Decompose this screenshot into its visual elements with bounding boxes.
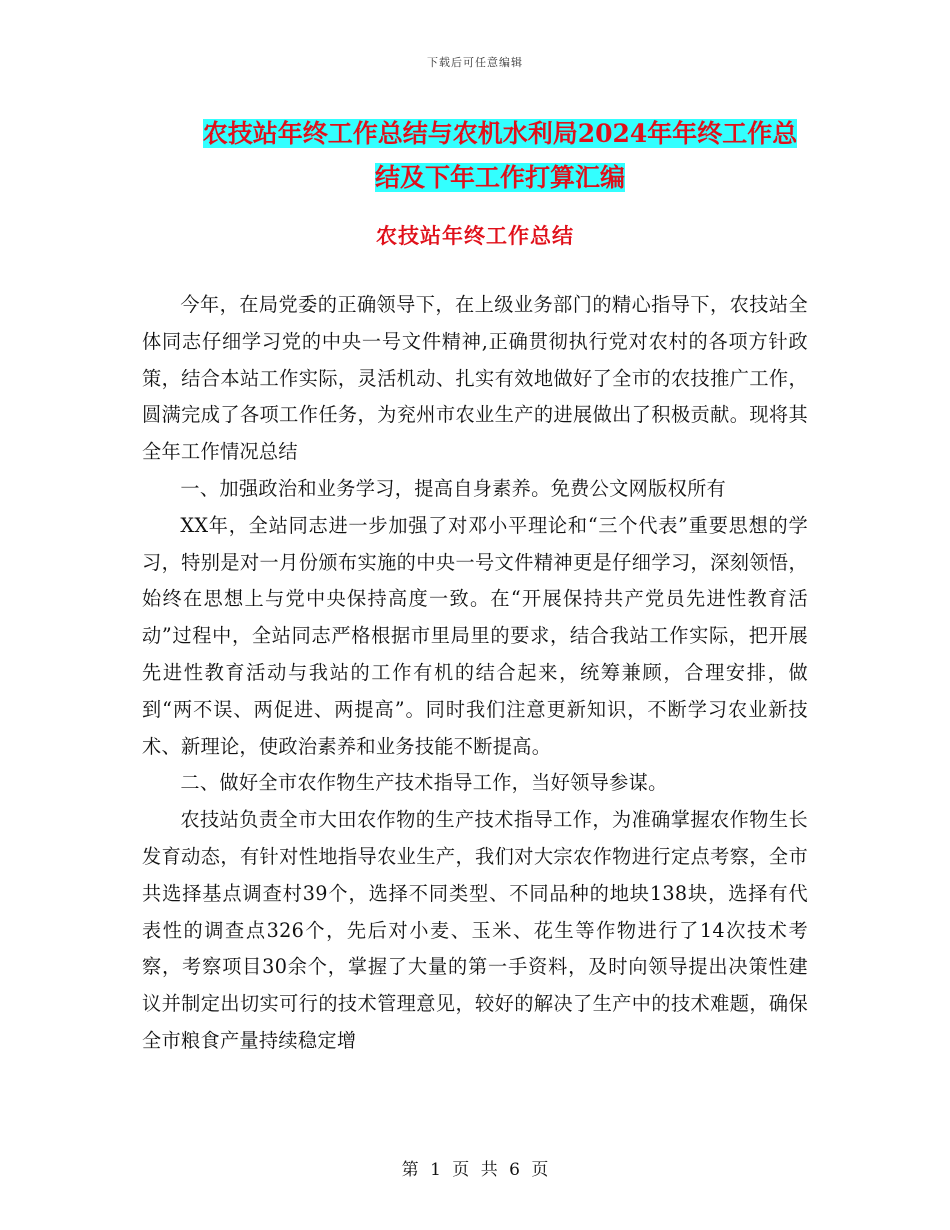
document-title-line-1: 农技站年终工作总结与农机水利局2024年年终工作总: [202, 119, 798, 148]
page-indicator: 第 1 页 共 6 页: [401, 1160, 549, 1180]
paragraph-intro: 今年，在局党委的正确领导下，在上级业务部门的精心指导下，农技站全体同志仔细学习党的中央一号文件精神,正确贯彻执行党对农村的各项方针政策，结合本站工作实际，灵活机动、扎实有效地做好了全市的农技推广工作，圆满完成了各项工作任务，为兖州市农业生产的进展做出了积极贡献。现将其全年工作情况总结: [142, 293, 808, 464]
heading-two: 二、做好全市农作物生产技术指导工作，当好领导参谋。: [180, 771, 668, 795]
section-title: 农技站年终工作总结: [376, 223, 574, 248]
heading-one: 一、加强政治和业务学习，提高自身素养。免费公文网版权所有: [180, 476, 727, 500]
document-body: [142, 287, 808, 1060]
document-title: [140, 112, 860, 200]
document-title-line-2: 结及下年工作打算汇编: [374, 163, 625, 192]
header-note: 下载后可任意编辑: [427, 56, 523, 69]
paragraph-study: XX年，全站同志进一步加强了对邓小平理论和“三个代表”重要思想的学习，特别是对一月份颁布实施的中央一号文件精神更是仔细学习，深刻领悟，始终在思想上与党中央保持高度一致。在“开展保持共产党员先进性教育活动”过程中，全站同志严格根据市里局里的要求，结合我站工作实际，把开展先进性教育活动与我站的工作有机的结合起来，统筹兼顾，合理安排，做到“两不误、两促进、两提高”。同时我们注意更新知识，不断学习农业新技术、新理论，使政治素养和业务技能不断提高。: [142, 513, 808, 758]
paragraph-guidance: 农技站负责全市大田农作物的生产技术指导工作，为准确掌握农作物生长发育动态，有针对性地指导农业生产，我们对大宗农作物进行定点考察，全市共选择基点调查村39个，选择不同类型、不同品种的地块138块，选择有代表性的调查点326个，先后对小麦、玉米、花生等作物进行了14次技术考察，考察项目30余个，掌握了大量的第一手资料，及时向领导提出决策性建议并制定出切实可行的技术管理意见，较好的解决了生产中的技术难题，确保全市粮食产量持续稳定增: [142, 808, 808, 1052]
